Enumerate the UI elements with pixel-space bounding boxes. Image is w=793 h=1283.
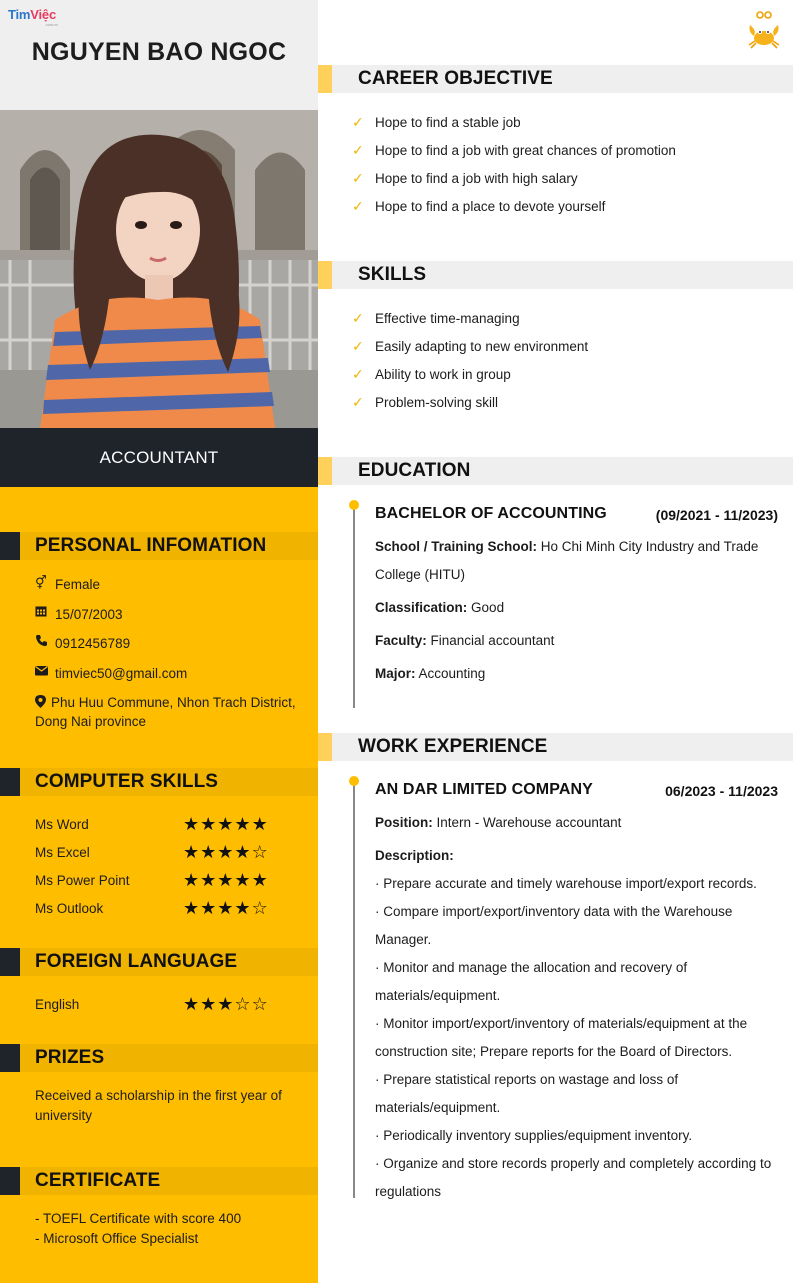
star-filled-icon: ★: [200, 814, 218, 834]
star-filled-icon: ★: [217, 994, 235, 1014]
email-row: [35, 664, 187, 683]
section-title: PERSONAL INFOMATION: [35, 535, 267, 556]
star-filled-icon: ★: [200, 842, 218, 862]
skill-row: [35, 899, 275, 919]
skill-row: [35, 871, 275, 891]
star-rating: [183, 898, 269, 918]
skill-text: Problem-solving skill: [375, 395, 499, 410]
position-label: Position:: [375, 815, 433, 830]
school-line: [375, 533, 780, 589]
skill-text: Effective time-managing: [375, 311, 520, 326]
star-empty-icon: ☆: [251, 898, 269, 918]
section-title: COMPUTER SKILLS: [35, 771, 219, 792]
skill-item: [352, 308, 520, 328]
star-filled-icon: ★: [200, 994, 218, 1014]
check-icon: ✓: [352, 142, 364, 158]
star-empty-icon: ☆: [251, 994, 269, 1014]
heading-marker: [0, 768, 20, 796]
major-label: Major:: [375, 666, 416, 681]
star-rating: [183, 994, 269, 1014]
certificate-line: - Microsoft Office Specialist: [35, 1231, 199, 1246]
position-value: Intern - Warehouse accountant: [436, 815, 622, 830]
phone-row: [35, 634, 130, 653]
dob-value: 15/07/2003: [55, 607, 123, 622]
check-icon: ✓: [352, 394, 364, 410]
star-filled-icon: ★: [234, 814, 252, 834]
timviec-logo[interactable]: [8, 7, 58, 27]
work-experience-heading: [318, 733, 793, 761]
job-title-bar: ACCOUNTANT: [0, 428, 318, 487]
certificate-heading: [0, 1167, 318, 1195]
objective-text: Hope to find a place to devote yourself: [375, 199, 606, 214]
company-name: AN DAR LIMITED COMPANY: [375, 781, 593, 798]
description-bullet: · Organize and store records properly and completely according to regulations: [375, 1156, 772, 1199]
address-text: Phu Huu Commune, Nhon Trach District, Dong Nai province: [35, 695, 296, 729]
star-filled-icon: ★: [217, 870, 235, 890]
education-date: (09/2021 - 11/2023): [655, 507, 778, 523]
heading-marker: [318, 457, 332, 485]
description-bullet: · Prepare statistical reports on wastage and loss of materials/equipment.: [375, 1072, 679, 1115]
description-bullet: · Periodically inventory supplies/equipment inventory.: [375, 1128, 693, 1143]
description-list: [375, 870, 780, 1206]
heading-marker: [318, 65, 332, 93]
classification-label: Classification:: [375, 600, 468, 615]
profile-photo: [0, 110, 318, 428]
star-empty-icon: ☆: [234, 994, 252, 1014]
check-icon: ✓: [352, 338, 364, 354]
star-filled-icon: ★: [217, 842, 235, 862]
email-icon: [35, 664, 50, 680]
major-line: [375, 660, 780, 688]
language-label: English: [35, 997, 80, 1012]
description-label: [375, 842, 780, 870]
star-empty-icon: ☆: [251, 842, 269, 862]
skill-label: Ms Power Point: [35, 873, 130, 888]
prizes-heading: [0, 1044, 318, 1072]
personal-info-heading: [0, 532, 318, 560]
description-bullet: · Monitor import/export/inventory of materials/equipment at the construction site; Prepare reports for the Board of Directors.: [375, 1016, 748, 1059]
star-filled-icon: ★: [200, 870, 218, 890]
education-heading: [318, 457, 793, 485]
objective-item: [352, 112, 521, 132]
prize-text: Received a scholarship in the first year of university: [35, 1088, 282, 1123]
description-bullet: · Prepare accurate and timely warehouse import/export records.: [375, 876, 757, 891]
classification-value: Good: [471, 600, 505, 615]
objective-item: [352, 196, 605, 216]
address-row: [35, 693, 300, 731]
certificate-line: - TOEFL Certificate with score 400: [35, 1211, 242, 1226]
faculty-label: Faculty:: [375, 633, 427, 648]
star-filled-icon: ★: [200, 898, 218, 918]
heading-marker: [0, 948, 20, 976]
skill-label: Ms Word: [35, 817, 89, 832]
skill-label: Ms Outlook: [35, 901, 104, 916]
star-rating: [183, 814, 269, 834]
section-title: SKILLS: [358, 264, 427, 285]
location-pin-icon: [35, 695, 46, 708]
star-filled-icon: ★: [234, 898, 252, 918]
address-value: [35, 693, 300, 731]
star-rating: [183, 842, 269, 862]
name-header: [0, 0, 318, 110]
star-filled-icon: ★: [217, 814, 235, 834]
skill-row: [35, 843, 275, 863]
star-filled-icon: ★: [183, 994, 201, 1014]
timeline-dot: [349, 776, 359, 786]
skill-label: Ms Excel: [35, 845, 90, 860]
degree-title: BACHELOR OF ACCOUNTING: [375, 505, 607, 522]
dob-row: [35, 605, 123, 624]
objective-text: Hope to find a job with great chances of promotion: [375, 143, 676, 158]
logo-text-main: Tim: [8, 7, 31, 22]
star-filled-icon: ★: [183, 842, 201, 862]
star-filled-icon: ★: [234, 870, 252, 890]
star-filled-icon: ★: [183, 898, 201, 918]
skill-row: [35, 815, 275, 835]
star-filled-icon: ★: [234, 842, 252, 862]
skill-item: [352, 364, 511, 384]
major-value: Accounting: [418, 666, 486, 681]
objective-text: Hope to find a job with high salary: [375, 171, 578, 186]
section-title: FOREIGN LANGUAGE: [35, 951, 238, 972]
heading-marker: [0, 532, 20, 560]
star-rating: [183, 870, 269, 890]
logo-subtext: .com.vn: [45, 22, 58, 27]
education-timeline: [353, 504, 355, 708]
star-filled-icon: ★: [183, 814, 201, 834]
faculty-value: Financial accountant: [430, 633, 555, 648]
description-bullet: · Compare import/export/inventory data with the Warehouse Manager.: [375, 904, 733, 947]
objective-item: [352, 140, 676, 160]
objective-item: [352, 168, 578, 188]
calendar-icon: [35, 605, 50, 621]
school-label: School / Training School:: [375, 539, 538, 554]
star-filled-icon: ★: [251, 870, 269, 890]
skill-item: [352, 336, 588, 356]
section-title: WORK EXPERIENCE: [358, 736, 548, 757]
heading-marker: [318, 261, 332, 289]
timeline-dot: [349, 500, 359, 510]
check-icon: ✓: [352, 114, 364, 130]
check-icon: ✓: [352, 366, 364, 382]
section-title: EDUCATION: [358, 460, 471, 481]
objective-text: Hope to find a stable job: [375, 115, 521, 130]
gender-icon: ⚥: [35, 575, 47, 590]
position-line: [375, 809, 780, 837]
heading-marker: [0, 1044, 20, 1072]
phone-value[interactable]: 0912456789: [55, 636, 131, 651]
gender-row: [35, 575, 100, 594]
work-timeline: [353, 780, 355, 1198]
classification-line: [375, 594, 780, 622]
check-icon: ✓: [352, 310, 364, 326]
heading-marker: [0, 1167, 20, 1195]
computer-skills-heading: [0, 768, 318, 796]
skill-item: [352, 392, 498, 412]
section-title: CERTIFICATE: [35, 1170, 161, 1191]
candidate-name: NGUYEN BAO NGOC: [31, 38, 287, 66]
school-value: Ho Chi Minh City Industry and Trade College (HITU): [375, 539, 759, 582]
email-value[interactable]: timviec50@gmail.com: [55, 666, 188, 681]
star-filled-icon: ★: [183, 870, 201, 890]
phone-icon: [35, 634, 50, 651]
work-date: 06/2023 - 11/2023: [665, 783, 778, 799]
faculty-line: [375, 627, 780, 655]
foreign-language-heading: [0, 948, 318, 976]
heading-marker: [318, 733, 332, 761]
description-label-text: Description:: [375, 848, 454, 863]
check-icon: ✓: [352, 170, 364, 186]
description-bullet: · Monitor and manage the allocation and recovery of materials/equipment.: [375, 960, 688, 1003]
logo-text-accent: Việc: [30, 7, 56, 22]
gender-value: Female: [55, 577, 101, 592]
skill-text: Ability to work in group: [375, 367, 511, 382]
check-icon: ✓: [352, 198, 364, 214]
language-row: [35, 995, 275, 1015]
skills-heading: [318, 261, 793, 289]
section-title: PRIZES: [35, 1047, 105, 1068]
career-objective-heading: [318, 65, 793, 93]
section-title: CAREER OBJECTIVE: [358, 68, 553, 89]
skill-text: Easily adapting to new environment: [375, 339, 589, 354]
star-filled-icon: ★: [251, 814, 269, 834]
cancer-zodiac-crab-icon: [746, 10, 782, 50]
star-filled-icon: ★: [217, 898, 235, 918]
